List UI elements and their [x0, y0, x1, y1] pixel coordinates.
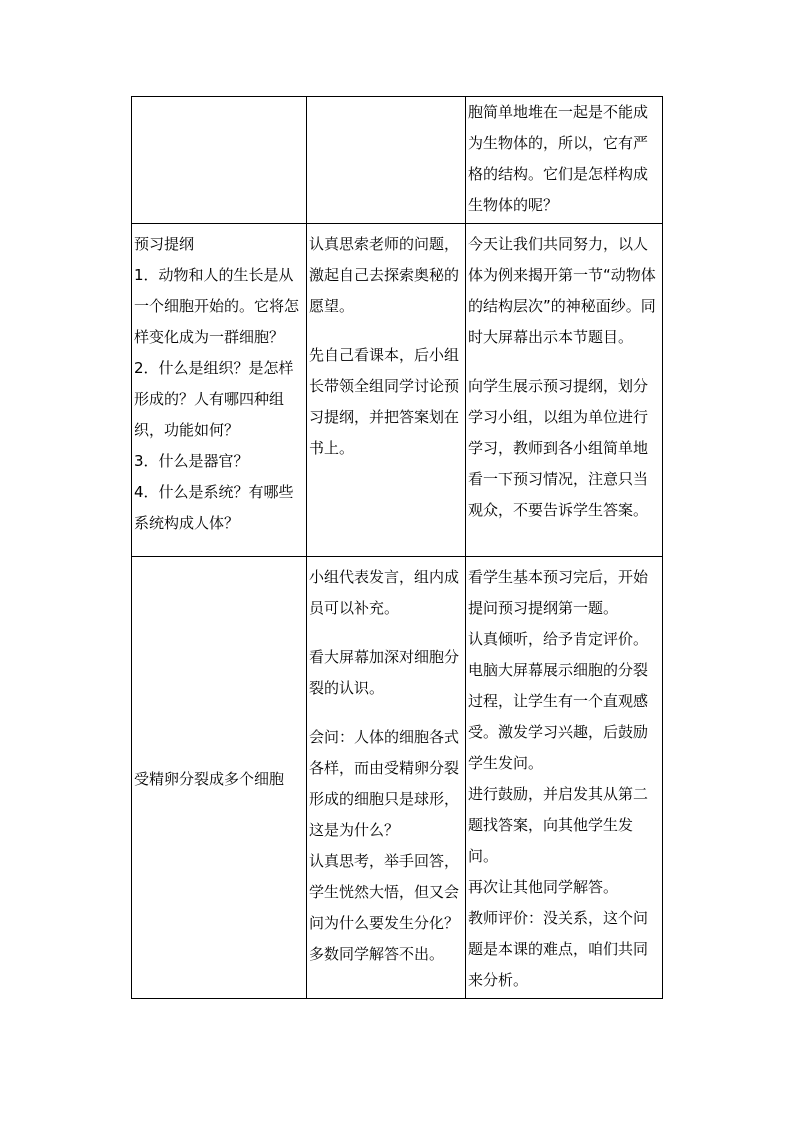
paragraph: 受精卵分裂成多个细胞 — [134, 769, 285, 788]
teacher-activity-cell — [466, 557, 663, 999]
paragraph: 认真倾听，给予肯定评价。 — [468, 630, 649, 648]
paragraph: 3．什么是器官？ — [134, 452, 249, 470]
paragraph: 认真思考，举手回答，学生恍然大悟，但又会问为什么要发生分化？多数同学解答不出。 — [309, 852, 460, 963]
paragraph: 胞简单地堆在一起是不能成为生物体的，所以，它有严格的结构。它们是怎样构成生物体的呢？ — [468, 103, 649, 214]
teacher-activity-cell — [466, 224, 663, 557]
content-cell — [132, 97, 307, 224]
paragraph: 先自己看课本，后小组长带领全组同学讨论预习提纲，并把答案划在书上。 — [309, 346, 460, 457]
student-activity-cell — [307, 557, 466, 999]
paragraph: 今天让我们共同努力，以人体为例来揭开第一节“动物体的结构层次”的神秘面纱。同时大屏幕出示本节题目。 — [468, 235, 656, 346]
paragraph: 小组代表发言，组内成员可以补充。 — [309, 568, 460, 617]
paragraph: 预习提纲 — [134, 235, 195, 253]
paragraph: 2．什么是组织？是怎样形成的？人有哪四种组织，功能如何？ — [134, 359, 294, 439]
paragraph: 电脑大屏幕展示细胞的分裂过程，让学生有一个直观感受。激发学习兴趣，后鼓励学生发问。 — [468, 661, 649, 772]
content-cell — [132, 557, 307, 999]
paragraph: 看学生基本预习完后，开始提问预习提纲第一题。 — [468, 568, 649, 617]
table-row — [132, 97, 663, 224]
paragraph: 看大屏幕加深对细胞分裂的认识。 — [309, 648, 460, 697]
content-cell — [132, 224, 307, 557]
paragraph: 认真思索老师的问题，激起自己去探索奥秘的愿望。 — [309, 235, 460, 315]
paragraph: 4．什么是系统？有哪些系统构成人体？ — [134, 483, 294, 532]
paragraph: 再次让其他同学解答。 — [468, 878, 619, 896]
paragraph: 进行鼓励，并启发其从第二题找答案，向其他学生发问。 — [468, 785, 649, 865]
teacher-activity-cell — [466, 97, 663, 224]
student-activity-cell — [307, 224, 466, 557]
table-row — [132, 224, 663, 557]
paragraph: 教师评价：没关系，这个问题是本课的难点，咱们共同来分析。 — [468, 909, 649, 989]
lesson-plan-table — [131, 96, 663, 999]
student-activity-cell — [307, 97, 466, 224]
paragraph: 会问：人体的细胞各式各样，而由受精卵分裂形成的细胞只是球形，这是为什么？ — [309, 728, 460, 839]
paragraph: 向学生展示预习提纲，划分学习小组，以组为单位进行学习，教师到各小组简单地看一下预习情况，注意只当观众，不要告诉学生答案。 — [468, 377, 649, 519]
table-row — [132, 557, 663, 999]
paragraph: 1．动物和人的生长是从一个细胞开始的。它将怎样变化成为一群细胞？ — [134, 266, 300, 346]
